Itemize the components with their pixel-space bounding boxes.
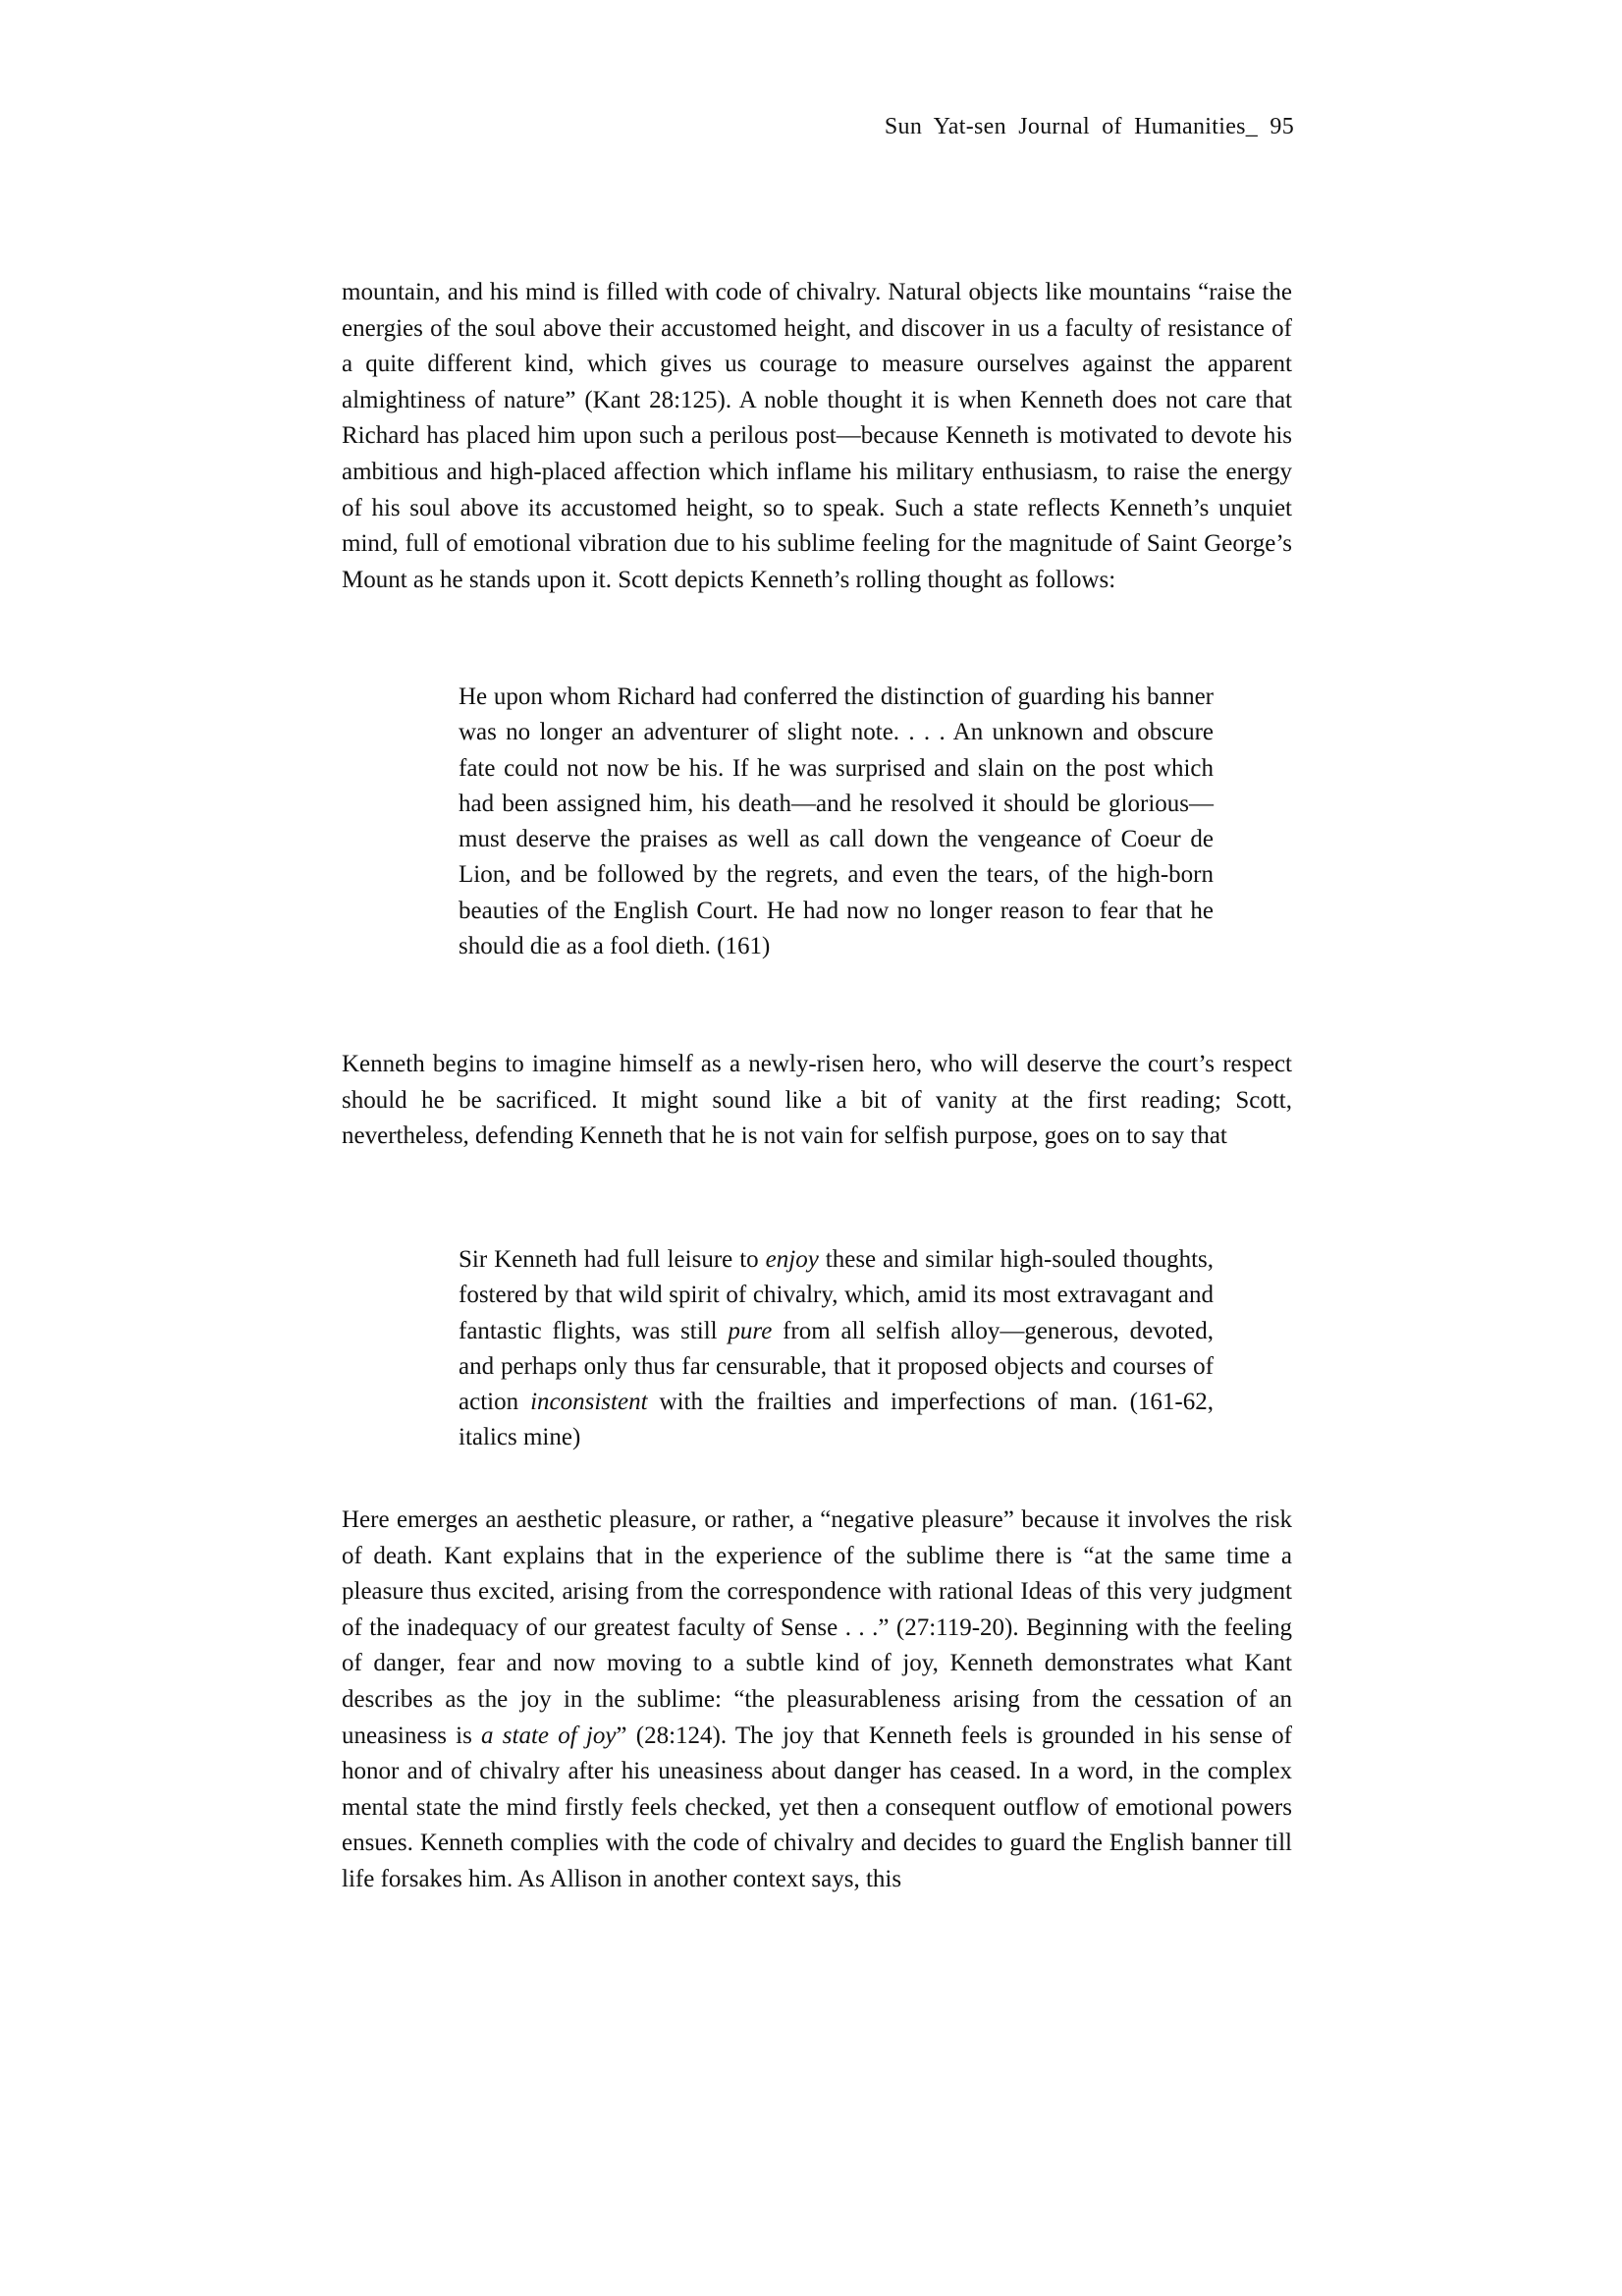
italic-emphasis: enjoy <box>765 1246 819 1273</box>
running-header: Sun Yat-sen Journal of Humanities_ 95 <box>884 114 1294 139</box>
paragraph-text: mountain, and his mind is filled with code of chivalry. Natural objects like mountains “raise the energies of the soul above their accustomed height, and discover in us a faculty of resistance of a quite different kind, which gives us courage to measure ourselves against the apparent almightiness of nature” (Kant 28:125). A noble thought it is when Kenneth does not care that Richard has placed him upon such a perilous post—because Kenneth is motivated to devote his ambitious and high-placed affection which inflame his military enthusiasm, to raise the energy of his soul above its accustomed height, so to speak. Such a state reflects Kenneth’s unquiet mind, full of emotional vibration due to his sublime feeling for the magnitude of Saint George’s Mount as he stands upon it. Scott depicts Kenneth’s rolling thought as follows: <box>342 279 1292 593</box>
italic-emphasis: inconsistent <box>530 1389 648 1416</box>
quote-text-segment: Sir Kenneth had full leisure to <box>459 1246 766 1273</box>
italic-emphasis: a state of joy <box>481 1722 617 1749</box>
paragraph-text <box>342 1503 1292 1898</box>
quote-text <box>459 1242 1214 1456</box>
quote-text-segment: these and similar high-souled thoughts, fostered by that wild spirit of chivalry, which, amid its most extravagant and fantastic flights, was still <box>459 1246 1215 1344</box>
quote-text-segment: from all selfish alloy—generous, devoted, and perhaps only thus far censurable, that it proposed objects and courses of action <box>459 1317 1214 1416</box>
paragraph-text: Kenneth begins to imagine himself as a newly-risen hero, who will deserve the court’s respect should he be sacrificed. It might sound like a bit of vanity at the first reading; Scott, nevertheless, defending Kenneth that he is not vain for selfish purpose, goes on to say that <box>342 1051 1292 1150</box>
paragraph-text-segment: ” (28:124). The joy that Kenneth feels is grounded in his sense of honor and of chivalry after his uneasiness about danger has ceased. In a word, in the complex mental state the mind firstly feels checked, yet then a consequent outflow of emotional powers ensues. Kenneth complies with the code of chivalry and decides to guard the English banner till life forsakes him. As Allison in another context says, this <box>342 1722 1292 1892</box>
body-paragraph-3 <box>342 1503 1292 1898</box>
block-quote-2 <box>459 1242 1214 1456</box>
block-quote-1 <box>459 680 1214 964</box>
quote-text: He upon whom Richard had conferred the distinction of guarding his banner was no longer an adventurer of slight note. . . . An unknown and obscure fate could not now be his. If he was surprised and slain on the post which had been assigned him, his death—and he resolved it should be glorious—must deserve the praises as well as call down the vengeance of Coeur de Lion, and be followed by the regrets, and even the tears, of the high-born beauties of the English Court. He had now no longer reason to fear that he should die as a fool dieth. (161) <box>459 683 1214 960</box>
quote-text-segment: with the frailties and imperfections of man. (161-62, italics mine) <box>459 1389 1214 1451</box>
body-paragraph-2 <box>342 1047 1292 1155</box>
paragraph-text-segment: Here emerges an aesthetic pleasure, or rather, a “negative pleasure” because it involves the risk of death. Kant explains that in the experience of the sublime there is “at the same time a pleasure thus excited, arising from the correspondence with rational Ideas of this very judgment of the inadequacy of our greatest faculty of Sense . . .” (27:119-20). Beginning with the feeling of danger, fear and now moving to a subtle kind of joy, Kenneth demonstrates what Kant describes as the joy in the sublime: “the pleasurableness arising from the cessation of an uneasiness is <box>342 1506 1292 1749</box>
italic-emphasis: pure <box>728 1317 773 1344</box>
body-paragraph-1 <box>342 275 1292 598</box>
